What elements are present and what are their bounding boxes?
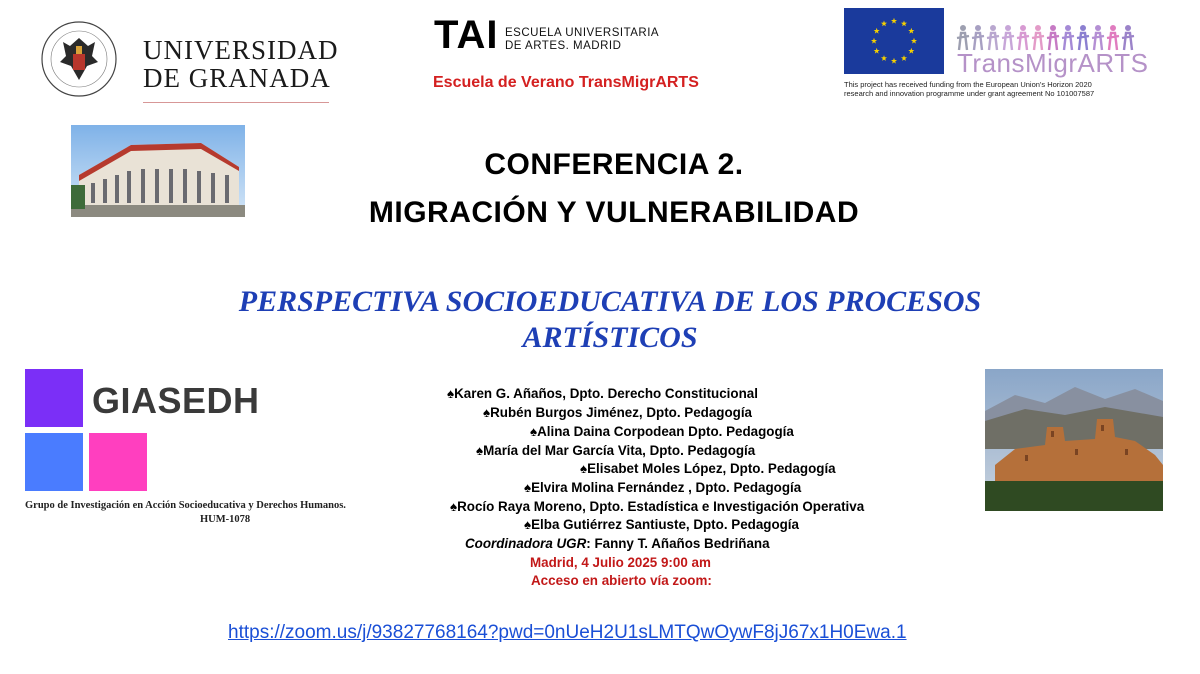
zoom-link[interactable]: https://zoom.us/j/93827768164?pwd=0nUeH2U1sLMTQwOywF8jJ67x1H0Ewa.1 (228, 622, 907, 643)
person-silhouette-icon (975, 25, 981, 31)
eu-funding-note-line2: research and innovation programme under grant agreement No 101007587 (844, 89, 1095, 98)
tai-subtitle-line1: ESCUELA UNIVERSITARIA (505, 27, 660, 39)
person-silhouette-icon (1065, 25, 1071, 31)
person-silhouette-icon (1005, 25, 1011, 31)
eu-funding-note-line1: This project has received funding from the European Union's Horizon 2020 (844, 80, 1092, 89)
coordinator-label: Coordinadora UGR (465, 536, 587, 551)
participant-item: ♠Alina Daina Corpodean Dpto. Pedagogía (530, 424, 794, 439)
participant-item: ♠Elisabet Moles López, Dpto. Pedagogía (580, 461, 836, 476)
event-access: Acceso en abierto vía zoom: (531, 573, 712, 588)
ugr-seal-icon (40, 16, 118, 102)
participant-item: ♠Elba Gutiérrez Santiuste, Dpto. Pedagogía (524, 517, 799, 532)
participant-item: ♠María del Mar García Vita, Dpto. Pedagogía (476, 443, 756, 458)
person-silhouette-icon (1080, 25, 1086, 31)
tai-logo-mark: TAI (434, 13, 499, 57)
group-code: HUM-1078 (200, 514, 251, 525)
participant-item: ♠Rocío Raya Moreno, Dpto. Estadística e Investigación Operativa (450, 499, 865, 514)
conference-title-line1: CONFERENCIA 2. (484, 148, 744, 181)
group-description: Grupo de Investigación en Acción Socioeducativa y Derechos Humanos. (25, 500, 346, 511)
participant-item: ♠Karen G. Añaños, Dpto. Derecho Constitucional (447, 386, 758, 401)
alhambra-photo (985, 369, 1163, 511)
coordinator-name: : Fanny T. Añaños Bedriñana (586, 536, 770, 551)
event-date: Madrid, 4 Julio 2025 9:00 am (530, 555, 711, 570)
person-silhouette-icon (1095, 25, 1101, 31)
conference-subtitle-line1: PERSPECTIVA SOCIOEDUCATIVA DE LOS PROCESOS (238, 285, 982, 318)
transmigrarts-brand: TransMigrARTS (957, 48, 1149, 78)
conference-title-line2: MIGRACIÓN Y VULNERABILIDAD (368, 196, 860, 229)
tai-subtitle-line2: DE ARTES. MADRID (505, 40, 622, 52)
person-silhouette-icon (1020, 25, 1026, 31)
person-silhouette-icon (960, 25, 966, 31)
participant-item: ♠Rubén Burgos Jiménez, Dpto. Pedagogía (483, 405, 753, 420)
ugr-name-line2: DE GRANADA (143, 63, 331, 93)
conference-subtitle-line2: ARTÍSTICOS (522, 321, 698, 354)
coordinator-line (465, 536, 770, 551)
summer-school-label: Escuela de Verano TransMigrARTS (433, 74, 699, 91)
ugr-name-line1: UNIVERSIDAD (143, 35, 339, 65)
person-silhouette-icon (1125, 25, 1131, 31)
person-silhouette-icon (1050, 25, 1056, 31)
giasedh-name: GIASEDH (92, 380, 260, 421)
person-silhouette-icon (990, 25, 996, 31)
person-silhouette-icon (1035, 25, 1041, 31)
person-silhouette-icon (1110, 25, 1116, 31)
eu-flag-icon (844, 8, 944, 74)
participant-item: ♠Elvira Molina Fernández , Dpto. Pedagogía (524, 480, 802, 495)
ugr-divider (143, 102, 329, 103)
